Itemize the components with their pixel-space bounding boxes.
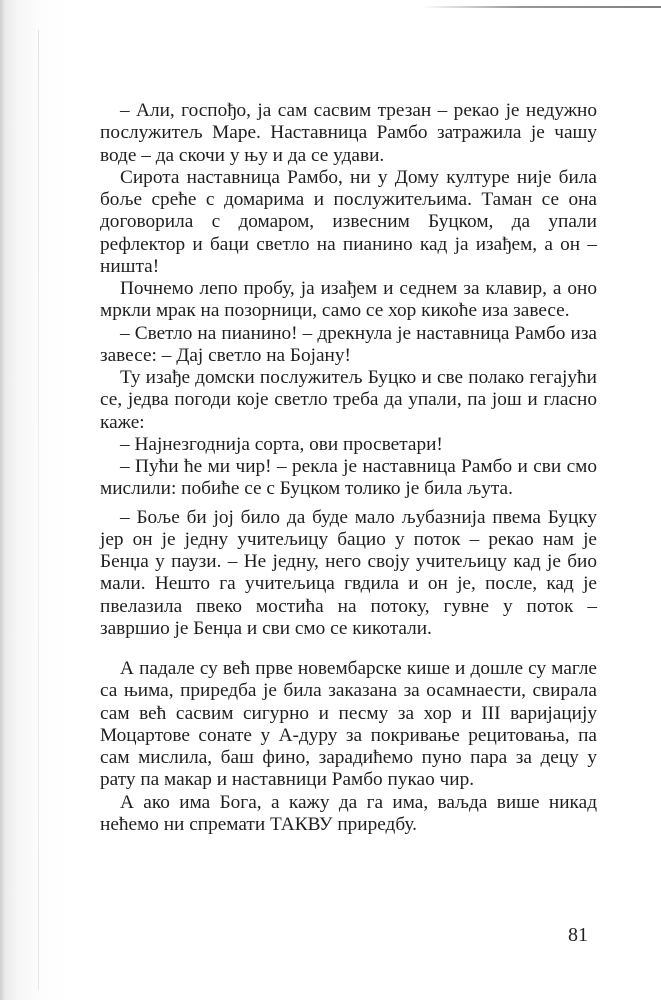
paragraph: – Али, госпођо, ја сам сасвим трезан – рекао је недужно послужитељ Маре. Наставница Рамбо затражила је чашу воде – да скочи у њу и да се удави. (100, 100, 597, 166)
page-top-rule (421, 6, 661, 8)
page-edge-shadow (0, 0, 6, 1000)
paragraph: – Најнезгоднија сорта, ови просветари! (120, 433, 443, 455)
paragraph: – Пући ће ми чир! – рекла је наставница Рамбо и сви смо мислили: побиће се с Буцком толико је била љута. (100, 456, 597, 500)
paragraph: – Боље би јој било да буде мало љубазнија пвема Буцку јер он је једну учитељицу бацио у поток – рекао нам је Бенџа у паузи. – Не једну, него своју учитељицу кад је био мали. Нешто га учитељица гвдила и он је, после, кад је пвелазила пвеко мостића на потоку, гувне у поток – завршио је Бенџа и сви смо се кикотали. (100, 506, 597, 639)
paragraph: А падале су већ прве новембарске кише и дошле су магле са њима, приредба је била заказана за осамнаести, свирала сам већ сасвим сигурно и песму за хор и III варијацију Моцартове сонате у А-дуру за покривање рецитовања, па сам мислила, баш фино, зарадићемо пуно пара за децу у рату па макар и наставници Рамбо пукао чир. (100, 658, 597, 791)
paragraph: – Светло на пианино! – дрекнула је наставница Рамбо иза завесе: – Дај светло на Бојану! (100, 322, 597, 366)
page-number: 81 (568, 924, 588, 946)
body-text (100, 100, 597, 836)
page-fold-line (38, 30, 39, 990)
paragraph: Почнемо лепо пробу, ја изађем и седнем за клавир, а оно мркли мрак на позорници, само се хор кикоће иза завесе. (100, 278, 597, 322)
paragraph: Сирота наставница Рамбо, ни у Дому културе није била боље среће с домарима и послужитељима. Таман се она договорила с домаром, извесним Буцком, да упали рефлектор и баци светло на пианино кад ја изађем, а он – ништа! (100, 166, 597, 277)
paragraph: Ту изађе домски послужитељ Буцко и све полако гегајући се, једва погоди које светло треба да упали, па још и гласно каже: (100, 367, 597, 433)
paragraph: А ако има Бога, а кажу да га има, ваљда више никад нећемо ни спремати ТАКВУ приредбу. (100, 791, 597, 835)
